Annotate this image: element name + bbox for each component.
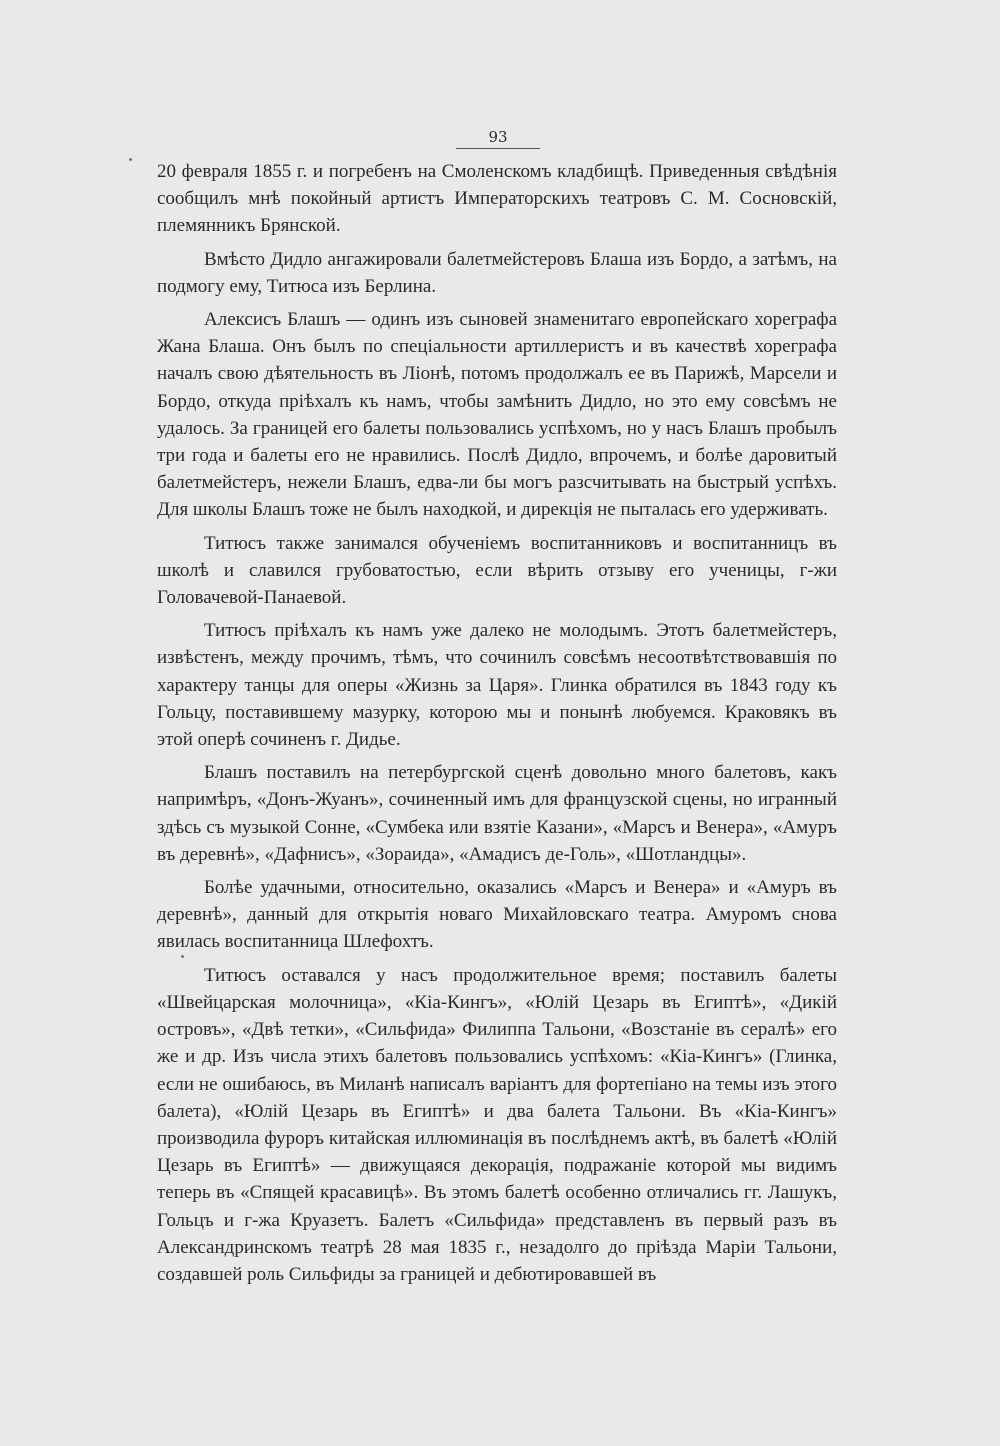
paragraph-6: Блашъ поставилъ на петербургской сценѣ довольно много балетовъ, какъ напримѣръ, «Донъ-Жуанъ», сочиненный имъ для французской сцены, но игранный здѣсь съ музыкой Сонне, «Сумбека или взятіе Казани», «Марсъ и Венера», «Амуръ въ деревнѣ», «Дафнисъ», «Зораида», «Амадисъ де-Голь», «Шотландцы». xyxy=(157,762,837,865)
paragraph-8: Титюсъ оставался у насъ продолжительное время; поставилъ балеты «Швейцарская молочница», «Кіа-Кингъ», «Юлій Цезарь въ Египтѣ», «Дикій островъ», «Двѣ тетки», «Сильфида» Филиппа Тальони, «Возстаніе въ сералѣ» его же и др. Изъ числа этихъ балетовъ пользовались успѣхомъ: «Кіа-Кингъ» (Глинка, если не ошибаюсь, въ Миланѣ написалъ варіантъ для фортепіано на темы изъ этого балета), «Юлій Цезарь въ Египтѣ» и два балета Тальони. Въ «Кіа-Кингъ» производила фуроръ китайская иллюминація въ послѣднемъ актѣ, въ балетѣ «Юлій Цезарь въ Египтѣ» — движущаяся декорація, подражаніе которой мы видимъ теперь въ «Спящей красавицѣ». Въ этомъ балетѣ особенно отличались гг. Лашукъ, Гольцъ и г-жа Круазетъ. Балетъ «Сильфида» представленъ въ первый разъ въ Александринскомъ театрѣ 28 мая 1835 г., незадолго до пріѣзда Маріи Тальони, создавшей роль Сильфиды за границей и дебютировавшей въ xyxy=(157,964,837,1285)
body-text xyxy=(157,158,837,1288)
paragraph-4: Титюсъ также занимался обученіемъ воспитанниковъ и воспитанницъ въ школѣ и славился грубоватостью, если вѣрить отзыву его ученицы, г-жи Головачевой-Панаевой. xyxy=(157,532,837,609)
paragraph-1: 20 февраля 1855 г. и погребенъ на Смоленскомъ кладбищѣ. Приведенныя свѣдѣнія сообщилъ мнѣ покойный артистъ Императорскихъ театровъ С. М. Сосновскій, племянникъ Брянской. xyxy=(157,161,837,237)
paper-speck xyxy=(129,158,132,161)
page-number: 93 xyxy=(456,128,540,149)
paragraph-7: Болѣе удачными, относительно, оказались «Марсъ и Венера» и «Амуръ въ деревнѣ», данный для открытія новаго Михайловскаго театра. Амуромъ снова явилась воспитанница Шлефохтъ. xyxy=(157,877,837,953)
paper-speck xyxy=(181,955,184,958)
paragraph-3: Алексисъ Блашъ — одинъ изъ сыновей знаменитаго европейскаго хореграфа Жана Блаша. Онъ былъ по спеціальности артиллеристъ и въ качествѣ хореграфа началъ свою дѣятельность въ Ліонѣ, потомъ продолжалъ ее въ Парижѣ, Марсели и Бордо, откуда пріѣхалъ къ намъ, чтобы замѣнить Дидло, но это ему совсѣмъ не удалось. За границей его балеты пользовались успѣхомъ, но у насъ Блашъ пробылъ три года и балеты его не нравились. Послѣ Дидло, впрочемъ, и болѣе даровитый балетмейстеръ, нежели Блашъ, едва-ли бы могъ разсчитывать на быстрый успѣхъ. Для школы Блашъ тоже не былъ находкой, и дирекція не пыталась его удерживать. xyxy=(157,309,837,521)
paragraph-5: Титюсъ пріѣхалъ къ намъ уже далеко не молодымъ. Этотъ балетмейстеръ, извѣстенъ, между прочимъ, тѣмъ, что сочинилъ совсѣмъ несоотвѣтствовавшія по характеру танцы для оперы «Жизнь за Царя». Глинка обратился въ 1843 году къ Гольцу, поставившему мазурку, которою мы и понынѣ любуемся. Краковякъ въ этой оперѣ сочиненъ г. Дидье. xyxy=(157,620,837,751)
paragraph-2: Вмѣсто Дидло ангажировали балетмейстеровъ Блаша изъ Бордо, а затѣмъ, на подмогу ему, Титюса изъ Берлина. xyxy=(157,248,837,297)
